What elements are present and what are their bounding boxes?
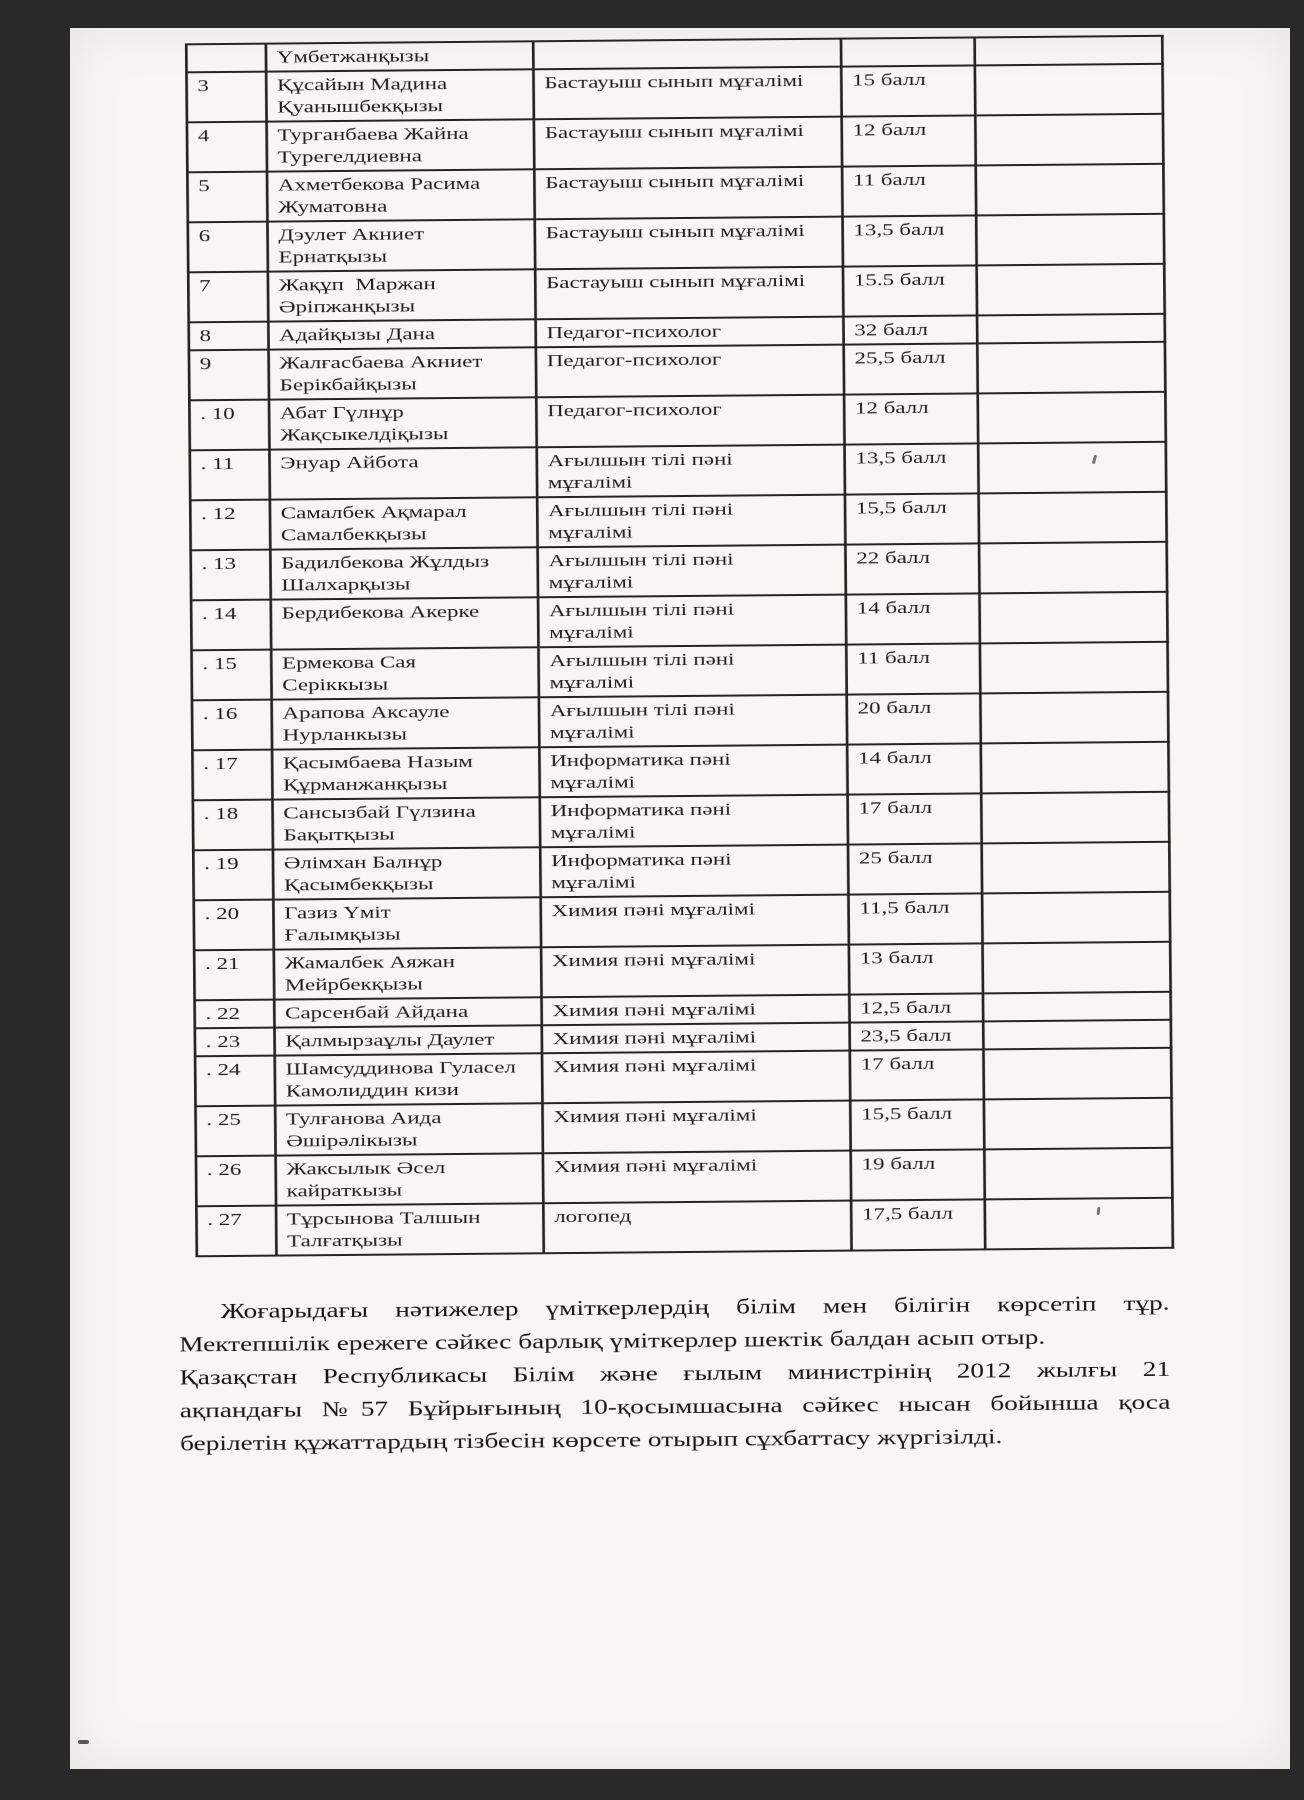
cell-num: . 25 <box>196 1106 276 1157</box>
cell-notes <box>975 114 1163 166</box>
cell-notes <box>984 1148 1172 1200</box>
table-row <box>190 492 1166 551</box>
table-row <box>188 264 1164 323</box>
cell-position: Химия пәні мұғалімі <box>543 1151 851 1204</box>
table-row <box>192 692 1168 751</box>
cell-score: 14 балл <box>847 743 981 794</box>
cell-position: Информатика пәні мұғалімі <box>540 795 848 848</box>
cell-score: 19 балл <box>851 1149 985 1200</box>
cell-notes <box>983 1020 1171 1050</box>
cell-num: . 22 <box>195 1000 275 1029</box>
cell-position: Педагог-психолог <box>536 317 844 348</box>
cell-num: . 13 <box>191 550 271 601</box>
cell-num: . 23 <box>195 1028 275 1057</box>
cell-score: 12 балл <box>844 393 978 444</box>
cell-position: Педагог-психолог <box>536 395 844 448</box>
cell-name: Тұрсынова Талшын Талғатқызы <box>276 1203 544 1255</box>
cell-score: 23,5 балл <box>850 1021 984 1050</box>
cell-name: Жалғасбаева Акниет Берікбайқызы <box>269 347 537 399</box>
cell-score: 13,5 балл <box>843 215 977 266</box>
cell-position: Информатика пәні мұғалімі <box>539 745 847 798</box>
table-row <box>187 164 1163 223</box>
paragraph <box>179 1353 1170 1461</box>
table-row <box>191 542 1167 601</box>
table-row <box>196 1098 1172 1157</box>
table-row <box>193 792 1169 851</box>
cell-score: 11 балл <box>846 643 980 694</box>
cell-name: Қасымбаева Назым Құрманжанқызы <box>272 747 540 799</box>
cell-name: Қалмырзаұлы Даулет <box>274 1025 542 1055</box>
cell-name: Ахметбекова Расима Жуматовна <box>267 169 535 221</box>
cell-notes <box>980 642 1168 694</box>
cell-num: . 26 <box>196 1156 276 1207</box>
cell-num: . 17 <box>192 750 272 801</box>
cell-notes <box>983 992 1171 1022</box>
cell-num: . 10 <box>189 400 269 451</box>
cell-num: 9 <box>189 350 269 401</box>
cell-notes <box>977 342 1165 394</box>
cell-position: Ағылшын тілі пәні мұғалімі <box>538 545 846 598</box>
cell-name: Шамсуддинова Гуласел Камолиддин кизи <box>275 1053 543 1105</box>
cell-name: Адайқызы Дана <box>268 319 536 349</box>
cell-num: . 18 <box>193 800 273 851</box>
cell-name: Бадилбекова Жұлдыз Шалхарқызы <box>270 547 538 599</box>
table-row <box>190 442 1166 501</box>
cell-notes <box>978 442 1166 494</box>
cell-notes <box>975 36 1163 66</box>
cell-score: 13,5 балл <box>845 443 979 494</box>
cell-name: Жақұп Маржан Әріпжанқызы <box>268 269 536 321</box>
cell-num: . 24 <box>195 1056 275 1107</box>
cell-name: Жамалбек Аяжан Мейрбекқызы <box>274 947 542 999</box>
cell-score: 12 балл <box>842 115 976 166</box>
cell-position: Бастауыш сынып мұғалімі <box>534 167 842 220</box>
cell-score <box>841 37 975 66</box>
cell-name: Құсайын Мадина Қуанышбекқызы <box>266 69 534 121</box>
cell-notes <box>976 214 1164 266</box>
cell-name: Тулғанова Аида Әшірәлікызы <box>275 1103 543 1155</box>
candidates-table-body <box>186 36 1173 1256</box>
table-row <box>193 842 1169 901</box>
cell-name: Энуар Айбота <box>269 447 537 499</box>
cell-score: 12,5 балл <box>849 993 983 1022</box>
cell-score: 22 балл <box>845 543 979 594</box>
cell-score: 15,5 балл <box>850 1099 984 1150</box>
paragraph-line: ақпандағы №57 Бұйрығының 10-қосымшасына сәйкес нысан бойынша қоса <box>179 1389 1171 1423</box>
cell-num: . 15 <box>192 650 272 701</box>
paragraph-line: Жоғарыдағы нәтижелер үміткерлердің білім мен білігін көрсетіп тұр. <box>220 1290 1170 1324</box>
cell-position: Ағылшын тілі пәні мұғалімі <box>538 595 846 648</box>
cell-score: 15 балл <box>841 65 975 116</box>
cell-notes <box>975 64 1163 116</box>
cell-name: Сарсенбай Айдана <box>274 997 542 1027</box>
table-row <box>188 214 1164 273</box>
cell-num: 3 <box>186 72 266 123</box>
cell-position: Химия пәні мұғалімі <box>542 995 850 1026</box>
cell-name: Сансызбай Гүлзина Бақытқызы <box>272 797 540 849</box>
cell-name: Әлімхан Балнұр Қасымбекқызы <box>273 847 541 899</box>
table-row <box>189 392 1165 451</box>
cell-name: Турганбаева Жайна Турегелдиевна <box>267 119 535 171</box>
cell-score: 25 балл <box>848 843 982 894</box>
cell-notes <box>981 792 1169 844</box>
cell-position: Бастауыш сынып мұғалімі <box>535 267 843 320</box>
table-row <box>196 1198 1172 1257</box>
cell-name: Ермекова Сая Серіккызы <box>271 647 539 699</box>
table-row <box>189 342 1165 401</box>
document-page <box>70 28 1290 1769</box>
cell-position: логопед <box>543 1201 851 1254</box>
cell-score: 32 балл <box>843 315 977 344</box>
cell-position: Ағылшын тілі пәні мұғалімі <box>537 445 845 498</box>
cell-num <box>186 44 266 73</box>
table-row <box>196 1148 1172 1207</box>
cell-position: Педагог-психолог <box>536 345 844 398</box>
cell-position: Химия пәні мұғалімі <box>541 895 849 948</box>
cell-name: Газиз Үміт Ғалымқызы <box>273 897 541 949</box>
cell-score: 25,5 балл <box>844 343 978 394</box>
cell-score: 11 балл <box>842 165 976 216</box>
cell-name: Абат Гүлнұр Жақсыкелдіқызы <box>269 397 537 449</box>
cell-notes <box>980 692 1168 744</box>
cell-notes <box>979 542 1167 594</box>
cell-position <box>533 39 841 70</box>
table-row <box>187 114 1163 173</box>
table-row <box>195 1048 1171 1107</box>
cell-notes <box>978 392 1166 444</box>
table-row <box>194 942 1170 1001</box>
cell-position: Химия пәні мұғалімі <box>542 1101 850 1154</box>
table-row <box>194 892 1170 951</box>
cell-position: Бастауыш сынып мұғалімі <box>534 117 842 170</box>
cell-score: 17 балл <box>850 1049 984 1100</box>
cell-notes <box>977 314 1165 344</box>
cell-score: 17 балл <box>848 793 982 844</box>
table-row <box>191 592 1167 651</box>
cell-name: Жаксылык Әсел кайраткызы <box>276 1153 544 1205</box>
cell-score: 15.5 балл <box>843 265 977 316</box>
cell-num: . 11 <box>190 450 270 501</box>
cell-notes <box>983 1048 1171 1100</box>
paragraph-line: Қазақстан Республикасы Білім және ғылым министрінің 2012 жылғы 21 <box>179 1356 1171 1390</box>
cell-num: 4 <box>187 122 267 173</box>
cell-num: 6 <box>188 222 268 273</box>
table-row <box>192 742 1168 801</box>
cell-position: Ағылшын тілі пәні мұғалімі <box>538 645 846 698</box>
cell-notes <box>982 842 1170 894</box>
paragraph <box>179 1287 1170 1362</box>
candidates-table <box>185 35 1174 1257</box>
cell-score: 13 балл <box>849 943 983 994</box>
cell-num: . 12 <box>190 500 270 551</box>
cell-num: . 14 <box>191 600 271 651</box>
cell-notes <box>983 942 1171 994</box>
scan-artifact <box>78 1740 89 1744</box>
cell-notes <box>976 164 1164 216</box>
cell-notes <box>984 1098 1172 1150</box>
paragraph-line: Мектепшілік ережеге сәйкес барлық үміткерлер шектік балдан асып отыр. <box>179 1324 1046 1357</box>
cell-position: Химия пәні мұғалімі <box>542 1051 850 1104</box>
cell-position: Химия пәні мұғалімі <box>542 1023 850 1054</box>
cell-score: 20 балл <box>847 693 981 744</box>
cell-name: Дэулет Акниет Ернатқызы <box>267 219 535 271</box>
cell-num: 8 <box>189 322 269 351</box>
table-row <box>186 64 1162 123</box>
summary-paragraphs <box>179 1287 1171 1461</box>
cell-num: . 20 <box>194 900 274 951</box>
cell-score: 15,5 балл <box>845 493 979 544</box>
cell-notes <box>979 592 1167 644</box>
document-content <box>65 22 1300 1774</box>
cell-notes <box>982 892 1170 944</box>
cell-num: . 21 <box>194 950 274 1001</box>
cell-score: 14 балл <box>846 593 980 644</box>
table-row <box>192 642 1168 701</box>
cell-name: Арапова Аксауле Нурланкызы <box>272 697 540 749</box>
cell-notes <box>985 1198 1173 1250</box>
cell-position: Бастауыш сынып мұғалімі <box>535 217 843 270</box>
cell-position: Бастауыш сынып мұғалімі <box>533 67 841 120</box>
cell-notes <box>979 492 1167 544</box>
cell-score: 17,5 балл <box>851 1199 985 1250</box>
cell-name: Самалбек Ақмарал Самалбекқызы <box>270 497 538 549</box>
cell-position: Информатика пәні мұғалімі <box>540 845 848 898</box>
cell-name: Үмбетжанқызы <box>266 41 534 71</box>
cell-num: . 27 <box>196 1206 276 1257</box>
cell-num: 7 <box>188 272 268 323</box>
cell-position: Ағылшын тілі пәні мұғалімі <box>537 495 845 548</box>
cell-name: Бердибекова Акерке <box>271 597 539 649</box>
cell-notes <box>981 742 1169 794</box>
cell-num: 5 <box>187 172 267 223</box>
paragraph-line: берілетін құжаттардың тізбесін көрсете отырып сұхбаттасу жүргізілді. <box>179 1424 1003 1456</box>
cell-num: . 19 <box>193 850 273 901</box>
cell-num: . 16 <box>192 700 272 751</box>
cell-position: Ағылшын тілі пәні мұғалімі <box>539 695 847 748</box>
cell-notes <box>977 264 1165 316</box>
cell-position: Химия пәні мұғалімі <box>541 945 849 998</box>
cell-score: 11,5 балл <box>848 893 982 944</box>
